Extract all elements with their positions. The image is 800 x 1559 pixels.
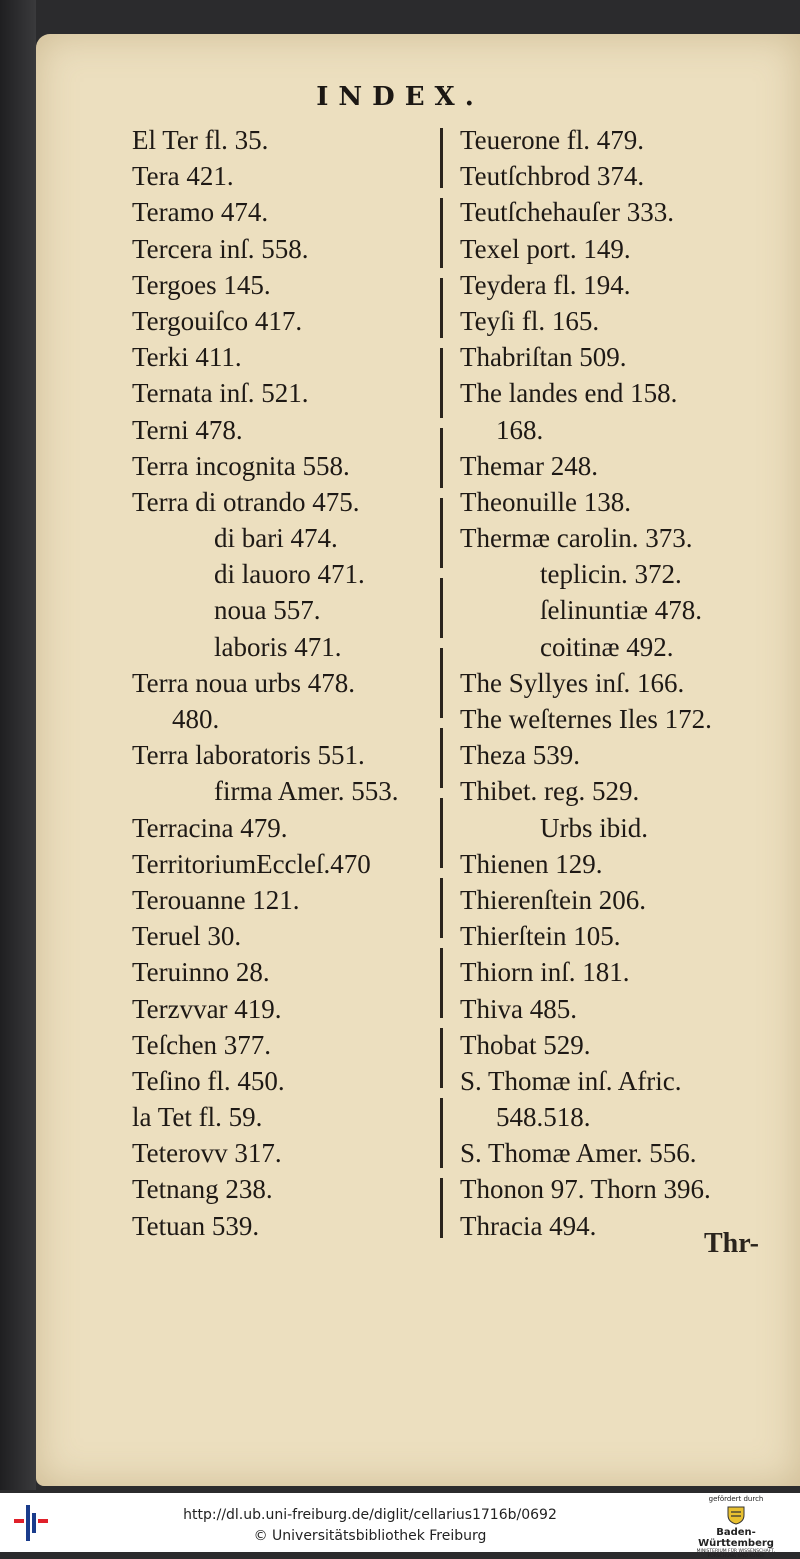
left-column — [132, 122, 448, 1244]
page-header: INDEX. — [316, 82, 484, 112]
index-subentry: Urbs ibid. — [540, 812, 648, 843]
index-entry: Thiorn inſ. 181. — [460, 957, 630, 988]
column-divider — [440, 128, 443, 1238]
index-entry: Thobat 529. — [460, 1029, 591, 1060]
index-entry: Terouanne 121. — [132, 884, 300, 915]
index-entry: Teruel 30. — [132, 921, 242, 952]
index-entry: Terzvvar 419. — [132, 993, 282, 1024]
index-entry: Terra di otrando 475. — [132, 486, 360, 517]
index-entry: Thracia 494. — [460, 1210, 597, 1241]
index-entry: Terra laboratoris 551. — [132, 740, 365, 771]
index-subentry: coitinæ 492. — [540, 631, 674, 662]
index-entry: Thierenſtein 206. — [460, 884, 646, 915]
index-entry: Texel port. 149. — [460, 233, 631, 264]
index-entry: Terracina 479. — [132, 812, 288, 843]
index-entry: Tergouiſco 417. — [132, 305, 303, 336]
index-entry: Terra noua urbs 478. — [132, 667, 356, 698]
index-entry: Teydera fl. 194. — [460, 269, 631, 300]
copyright-notice: © Universitätsbibliothek Freiburg — [253, 1528, 487, 1544]
index-entry: Terni 478. — [132, 414, 243, 445]
index-entry: Teſino fl. 450. — [132, 1065, 285, 1096]
index-entry: Thibet. reg. 529. — [460, 776, 640, 807]
index-subentry: di lauoro 471. — [214, 559, 365, 590]
index-entry: la Tet fl. 59. — [132, 1102, 263, 1133]
catchword: Thr- — [704, 1228, 759, 1259]
index-entry: Tetnang 238. — [132, 1174, 273, 1205]
index-subentry: laboris 471. — [214, 631, 342, 662]
source-url[interactable]: http://dl.ub.uni-freiburg.de/diglit/cellarius1716b/0692 — [183, 1507, 557, 1523]
viewer-footer — [0, 1493, 800, 1559]
right-column — [460, 122, 796, 1244]
index-entry: Tergoes 145. — [132, 269, 271, 300]
sponsor-label: gefördert durch — [708, 1495, 764, 1503]
index-entry: Thabriſtan 509. — [460, 342, 627, 373]
index-entry: Teramo 474. — [132, 197, 269, 228]
index-entry: S. Thomæ inſ. Afric. — [460, 1065, 682, 1096]
index-subentry: noua 557. — [214, 595, 321, 626]
sponsor-name: Baden-Württemberg — [698, 1527, 774, 1549]
index-entry: Teyſi fl. 165. — [460, 305, 600, 336]
index-entry: The landes end 158. — [460, 378, 678, 409]
index-entry: Thermæ carolin. 373. — [460, 523, 693, 554]
index-entry: Teſchen 377. — [132, 1029, 272, 1060]
index-entry: Theza 539. — [460, 740, 580, 771]
index-entry: Tetuan 539. — [132, 1210, 260, 1241]
index-entry: Teutſchbrod 374. — [460, 161, 645, 192]
book-edge — [0, 0, 36, 1490]
sponsor-block — [684, 1495, 788, 1559]
index-entry: Thierſtein 105. — [460, 921, 621, 952]
index-entry: S. Thomæ Amer. 556. — [460, 1138, 697, 1169]
index-entry: Themar 248. — [460, 450, 598, 481]
coat-of-arms-icon — [725, 1505, 747, 1525]
index-entry: TerritoriumEccleſ.470 — [132, 848, 371, 879]
index-continuation: 168. — [496, 414, 544, 445]
index-entry: Theonuille 138. — [460, 486, 631, 517]
index-entry: Teutſchehauſer 333. — [460, 197, 675, 228]
index-subentry: di bari 474. — [214, 523, 338, 554]
index-entry: The Syllyes inſ. 166. — [460, 667, 685, 698]
index-entry: Terra incognita 558. — [132, 450, 350, 481]
index-entry: Thiva 485. — [460, 993, 577, 1024]
index-entry: Tercera inſ. 558. — [132, 233, 309, 264]
sponsor-ministry: MINISTERIUM FÜR WISSENSCHAFT, FORSCHUNG UND KUNST — [696, 1549, 776, 1559]
index-entry: Tera 421. — [132, 161, 234, 192]
index-continuation: 480. — [172, 704, 220, 734]
index-continuation: 548.518. — [496, 1102, 591, 1133]
index-subentry: teplicin. 372. — [540, 559, 682, 590]
index-entry: The weſternes Iles 172. — [460, 704, 712, 734]
index-subentry: firma Amer. 553. — [214, 776, 399, 807]
index-entry: Thienen 129. — [460, 848, 603, 879]
index-entry: Teuerone fl. 479. — [460, 125, 645, 155]
index-subentry: ſelinuntiæ 478. — [540, 595, 702, 626]
index-entry: Teterovv 317. — [132, 1138, 282, 1169]
index-entry: Thonon 97. Thorn 396. — [460, 1174, 711, 1205]
index-entry: Teruinno 28. — [132, 957, 270, 988]
index-entry: Terki 411. — [132, 342, 242, 373]
index-entry: El Ter fl. 35. — [132, 125, 269, 155]
index-entry: Ternata inſ. 521. — [132, 378, 309, 409]
